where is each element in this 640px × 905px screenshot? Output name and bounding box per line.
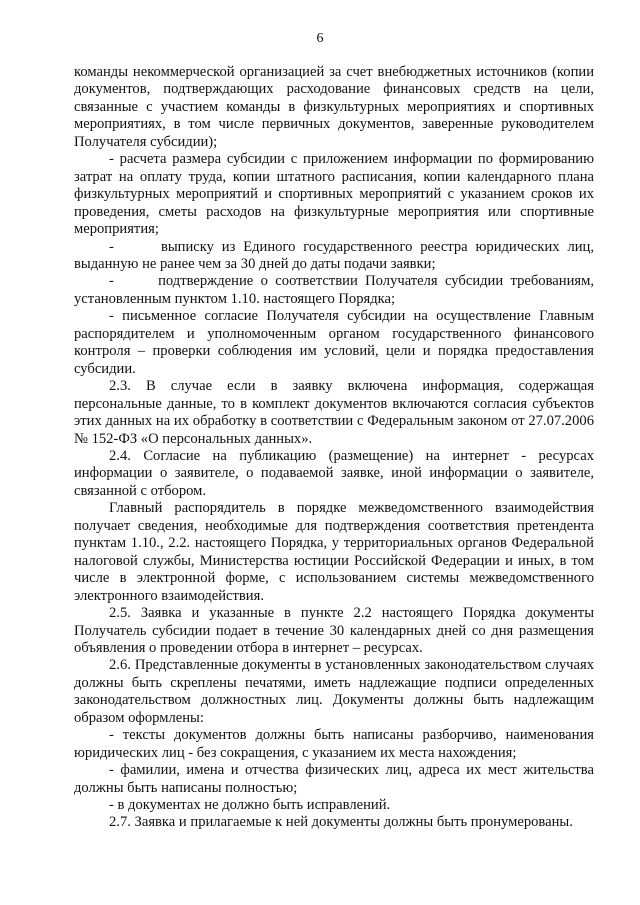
list-item-no-corrections: - в документах не должно быть исправлений. [109,797,391,814]
document-body [74,64,598,832]
page-number: 6 [316,31,324,46]
list-item-registry-extract: - выписку из Единого государственного реестра юридических лиц, выданную не ранее чем за 30 дней до даты подачи заявки; [74,238,598,272]
list-item-legible-texts: - тексты документов должны быть написаны разборчиво, наименования юридических лиц - без сокращения, с указанием их места нахождения; [74,727,594,761]
paragraph-continuation: команды некоммерческой организацией за счет внебюджетных источников (копии документов, подтверждающих расходование финансовых средств на цели, связанные с участием команды в физкультурных мероприятиях и спортивных мероприятиях, в том числе первичных документов, заверенные руководителем Получателя субсидии); [74,64,594,150]
paragraph-2-3: 2.3. В случае если в заявку включена информация, содержащая персональные данные, то в комплект документов включаются согласия субъектов этих данных на их обработку в соответствии с Федеральным законом от 27.07.2006 № 152-ФЗ «О персональных данных». [74,378,594,447]
paragraph-2-5: 2.5. Заявка и указанные в пункте 2.2 настоящего Порядка документы Получатель субсидии подает в течение 30 календарных дней со дня размещения объявления о проведении отбора в интернет – ресурсах. [74,605,594,656]
paragraph-2-4: 2.4. Согласие на публикацию (размещение) на интернет - ресурсах информации о заявителе, о подаваемой заявке, иной информации о заявителе, связанной с отбором. [74,447,594,499]
paragraph-2-6: 2.6. Представленные документы в установленных законодательством случаях должны быть скреплены печатями, иметь надлежащие подписи определенных законодательством должностных лиц. Документы должны быть надлежащим образом оформлены: [74,657,594,726]
list-item-compliance-confirmation: - подтверждение о соответствии Получателя субсидии требованиям, установленным пунктом 1.10. настоящего Порядка; [74,273,598,307]
paragraph-2-7: 2.7. Заявка и прилагаемые к ней документы должны быть пронумерованы. [109,814,573,831]
list-item-full-names: - фамилии, имена и отчества физических лиц, адреса их мест жительства должны быть написаны полностью; [74,762,594,796]
paragraph-interagency: Главный распорядитель в порядке межведомственного взаимодействия получает сведения, необходимые для подтверждения соответствия претендента пунктам 1.10., 2.2. настоящего Порядка, у территориальных органов Федеральной налоговой службы, Министерства юстиции Российской Федерации и иных, в том числе в электронной форме, с использованием системы межведомственного электронного взаимодействия. [74,500,594,604]
list-item-subsidy-calculation: - расчета размера субсидии с приложением информации по формированию затрат на оплату труда, копии штатного расписания, копии календарного плана физкультурных мероприятий и спортивных мероприятий с указанием сроков их проведения, сметы расходов на физкультурные мероприятия или спортивные мероприятия; [74,151,594,238]
list-item-written-consent: - письменное согласие Получателя субсидии на осуществление Главным распорядителем и уполномоченным органом государственного финансового контроля – проверки соблюдения им условий, цели и порядка предоставления субсидии. [74,308,594,377]
